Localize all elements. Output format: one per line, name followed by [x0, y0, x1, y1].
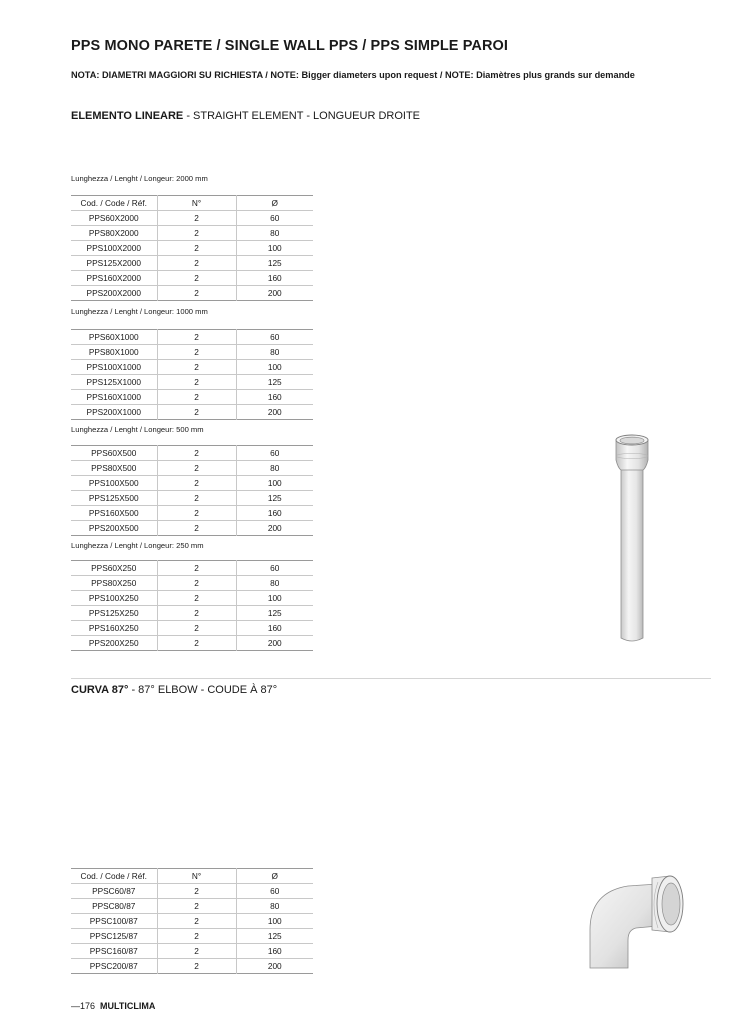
- cell-code: PPS200X1000: [86, 407, 141, 417]
- cell-code: PPS100X2000: [86, 243, 141, 253]
- cell-qty: 2: [157, 576, 236, 591]
- table-row: [71, 390, 313, 405]
- table-header-row: [71, 196, 313, 211]
- table-row: [71, 491, 313, 506]
- table-row: [71, 959, 313, 974]
- section-title-elbow-bold: CURVA 87°: [71, 684, 129, 696]
- cell-code: PPS160X250: [88, 623, 139, 633]
- cell-diameter: 125: [267, 493, 282, 503]
- straight-pipe-image: [606, 428, 658, 648]
- cell-diameter: 80: [270, 228, 280, 238]
- table-row: [71, 330, 313, 345]
- cell-qty: 2: [157, 446, 236, 461]
- cell-code: PPSC125/87: [89, 931, 138, 941]
- cell-diameter: 80: [270, 347, 280, 357]
- cell-qty: 2: [157, 606, 236, 621]
- cell-diameter: 100: [267, 478, 282, 488]
- cell-code: PPS60X250: [91, 563, 137, 573]
- cell-code: PPS80X500: [91, 463, 137, 473]
- table-row: [71, 621, 313, 636]
- cell-qty: 2: [157, 491, 236, 506]
- table-row: [71, 241, 313, 256]
- cell-diameter: 60: [270, 332, 280, 342]
- cell-code: PPS100X250: [88, 593, 139, 603]
- cell-diameter: 160: [267, 392, 282, 402]
- cell-qty: 2: [157, 929, 236, 944]
- cell-qty: 2: [157, 591, 236, 606]
- cell-diameter: 100: [267, 593, 282, 603]
- cell-diameter: 200: [267, 407, 282, 417]
- footer-dash: —: [71, 1001, 80, 1011]
- section-divider: [71, 678, 711, 679]
- cell-diameter: 200: [267, 523, 282, 533]
- table-row: [71, 405, 313, 420]
- table-row: [71, 899, 313, 914]
- table-row: [71, 591, 313, 606]
- page-footer: [71, 1001, 155, 1011]
- table-row: [71, 884, 313, 899]
- cell-qty: 2: [157, 271, 236, 286]
- cell-code: PPS200X2000: [86, 288, 141, 298]
- cell-qty: 2: [157, 899, 236, 914]
- cell-qty: 2: [157, 390, 236, 405]
- cell-qty: 2: [157, 345, 236, 360]
- cell-code: PPS60X2000: [88, 213, 139, 223]
- cell-diameter: 125: [267, 608, 282, 618]
- table-row: [71, 521, 313, 536]
- cell-diameter: 200: [267, 288, 282, 298]
- header-code: Cod. / Code / Réf.: [80, 871, 147, 881]
- cell-code: PPSC60/87: [92, 886, 136, 896]
- cell-qty: 2: [157, 884, 236, 899]
- table-row: [71, 506, 313, 521]
- cell-qty: 2: [157, 286, 236, 301]
- cell-code: PPS200X250: [88, 638, 139, 648]
- cell-code: PPS80X1000: [88, 347, 139, 357]
- table-2000: [71, 195, 313, 301]
- section-title-elbow-rest: - 87° ELBOW - COUDE À 87°: [128, 684, 278, 696]
- page-note: NOTA: DIAMETRI MAGGIORI SU RICHIESTA / NOTE: Bigger diameters upon request / NOTE: Diamètres plus grands sur demande: [71, 70, 635, 80]
- table-elbow: [71, 868, 313, 974]
- table-row: [71, 360, 313, 375]
- table-row: [71, 944, 313, 959]
- table-row: [71, 914, 313, 929]
- elbow-pipe-image: [584, 868, 696, 970]
- cell-qty: 2: [157, 461, 236, 476]
- cell-diameter: 160: [267, 623, 282, 633]
- header-diameter: Ø: [271, 871, 278, 881]
- cell-qty: 2: [157, 405, 236, 420]
- cell-diameter: 80: [270, 578, 280, 588]
- table-row: [71, 606, 313, 621]
- cell-qty: 2: [157, 476, 236, 491]
- cell-diameter: 60: [270, 886, 280, 896]
- cell-diameter: 80: [270, 901, 280, 911]
- brand-name: MULTICLIMA: [100, 1001, 156, 1011]
- length-label-500: Lunghezza / Lenght / Longeur: 500 mm: [71, 425, 204, 434]
- section-title-straight: [71, 110, 420, 122]
- table-row: [71, 375, 313, 390]
- header-qty: N°: [157, 196, 236, 211]
- cell-code: PPSC100/87: [89, 916, 138, 926]
- table-500: [71, 445, 313, 536]
- cell-diameter: 60: [270, 213, 280, 223]
- cell-code: PPS100X500: [88, 478, 139, 488]
- cell-diameter: 200: [267, 638, 282, 648]
- cell-code: PPS160X500: [88, 508, 139, 518]
- cell-qty: 2: [157, 360, 236, 375]
- cell-code: PPS125X500: [88, 493, 139, 503]
- cell-code: PPS125X250: [88, 608, 139, 618]
- cell-code: PPSC200/87: [89, 961, 138, 971]
- table-row: [71, 226, 313, 241]
- table-row: [71, 211, 313, 226]
- cell-qty: 2: [157, 621, 236, 636]
- section-title-straight-rest: - STRAIGHT ELEMENT - LONGUEUR DROITE: [183, 110, 420, 122]
- cell-code: PPS80X2000: [88, 228, 139, 238]
- table-header-row: [71, 869, 313, 884]
- header-diameter: Ø: [271, 198, 278, 208]
- cell-diameter: 80: [270, 463, 280, 473]
- cell-diameter: 60: [270, 563, 280, 573]
- cell-qty: 2: [157, 506, 236, 521]
- table-row: [71, 256, 313, 271]
- table-row: [71, 561, 313, 576]
- table-row: [71, 271, 313, 286]
- section-title-straight-bold: ELEMENTO LINEARE: [71, 110, 184, 122]
- cell-code: PPSC80/87: [92, 901, 136, 911]
- table-row: [71, 576, 313, 591]
- cell-qty: 2: [157, 636, 236, 651]
- cell-qty: 2: [157, 375, 236, 390]
- cell-diameter: 125: [267, 377, 282, 387]
- cell-code: PPS60X500: [91, 448, 137, 458]
- table-1000: [71, 329, 313, 420]
- page-number: 176: [80, 1001, 96, 1011]
- cell-diameter: 160: [267, 946, 282, 956]
- cell-code: PPS80X250: [91, 578, 137, 588]
- cell-code: PPS125X1000: [86, 377, 141, 387]
- cell-qty: 2: [157, 241, 236, 256]
- table-row: [71, 345, 313, 360]
- cell-diameter: 160: [267, 508, 282, 518]
- cell-diameter: 100: [267, 243, 282, 253]
- cell-diameter: 100: [267, 916, 282, 926]
- cell-qty: 2: [157, 226, 236, 241]
- cell-code: PPSC160/87: [89, 946, 138, 956]
- cell-code: PPS125X2000: [86, 258, 141, 268]
- cell-diameter: 125: [267, 931, 282, 941]
- cell-qty: 2: [157, 256, 236, 271]
- cell-diameter: 160: [267, 273, 282, 283]
- cell-qty: 2: [157, 330, 236, 345]
- table-row: [71, 929, 313, 944]
- cell-code: PPS60X1000: [88, 332, 139, 342]
- cell-code: PPS100X1000: [86, 362, 141, 372]
- cell-qty: 2: [157, 211, 236, 226]
- cell-code: PPS160X2000: [86, 273, 141, 283]
- cell-qty: 2: [157, 959, 236, 974]
- section-title-elbow: [71, 684, 277, 696]
- table-row: [71, 476, 313, 491]
- table-row: [71, 446, 313, 461]
- cell-diameter: 100: [267, 362, 282, 372]
- cell-qty: 2: [157, 944, 236, 959]
- header-qty: N°: [157, 869, 236, 884]
- page-title: PPS MONO PARETE / SINGLE WALL PPS / PPS SIMPLE PAROI: [71, 38, 509, 54]
- table-250: [71, 560, 313, 651]
- cell-diameter: 125: [267, 258, 282, 268]
- cell-diameter: 200: [267, 961, 282, 971]
- cell-code: PPS160X1000: [86, 392, 141, 402]
- table-row: [71, 286, 313, 301]
- table-row: [71, 636, 313, 651]
- cell-code: PPS200X500: [88, 523, 139, 533]
- cell-diameter: 60: [270, 448, 280, 458]
- cell-qty: 2: [157, 914, 236, 929]
- cell-qty: 2: [157, 561, 236, 576]
- cell-qty: 2: [157, 521, 236, 536]
- header-code: Cod. / Code / Réf.: [80, 198, 147, 208]
- length-label-1000: Lunghezza / Lenght / Longeur: 1000 mm: [71, 307, 208, 316]
- length-label-2000: Lunghezza / Lenght / Longeur: 2000 mm: [71, 174, 208, 183]
- length-label-250: Lunghezza / Lenght / Longeur: 250 mm: [71, 541, 204, 550]
- table-row: [71, 461, 313, 476]
